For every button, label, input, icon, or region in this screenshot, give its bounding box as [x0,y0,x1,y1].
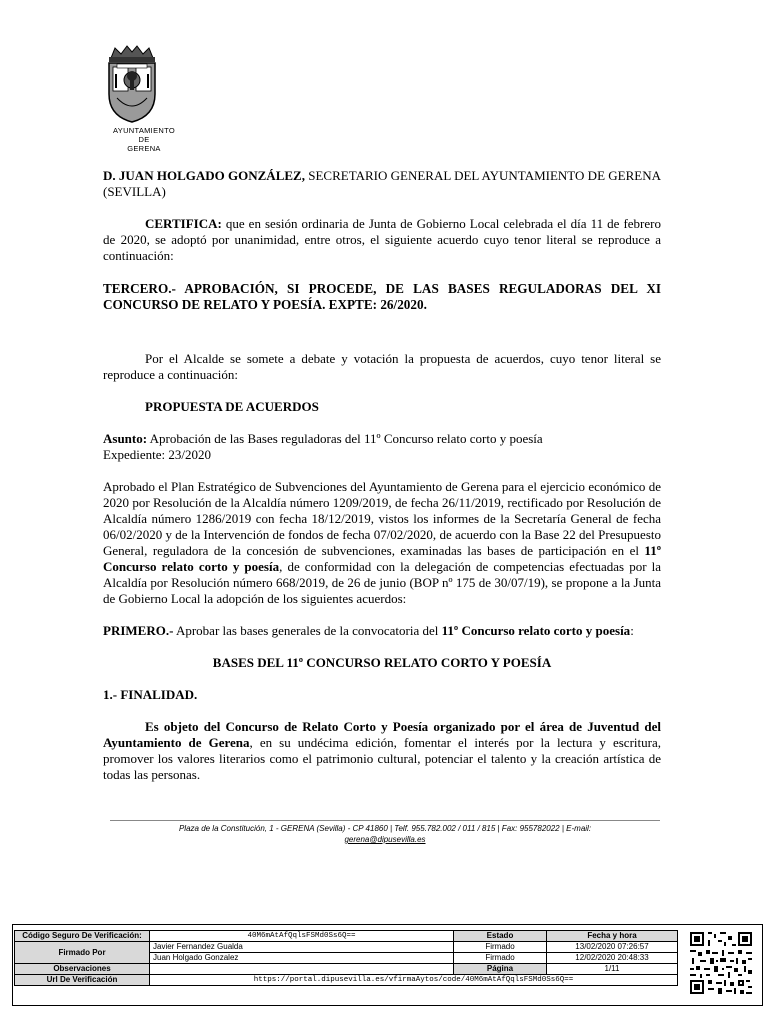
certifica-paragraph [103,216,661,264]
certifica-label: CERTIFICA: [145,216,222,231]
csv-label: Código Seguro De Verificación: [15,931,150,942]
primero-paragraph [103,623,661,639]
signer-2-name: Juan Holgado Gonzalez [150,953,454,964]
pagina-value: 1/11 [547,964,678,975]
organization-name [100,126,188,153]
signer-1-date: 13/02/2020 07:26:57 [547,942,678,953]
footer-email-link[interactable]: gerena@dipusevilla.es [344,835,426,844]
primero-end: : [630,623,634,638]
url-label: Url De Verificación [15,975,150,986]
org-line-3: GERENA [127,144,161,153]
footer-address: Plaza de la Constitución, 1 - GERENA (Sevilla) - CP 41860 | Telf. 955.782.002 / 011 / 815 | Fax: 955782022 | E-mail: [178,824,592,833]
plan-text-b: , de conformidad con la delegación de competencias efectuadas por la Alcaldía por Resolución número 668/2019, de 26 de junio (BOP nº 175 de 30/07/19), se propone a la Junta de Gobierno Local la adopción de los siguientes acuerdos: [103,559,661,606]
org-line-2: DE [138,135,150,144]
certifica-text: que en sesión ordinaria de Junta de Gobierno Local celebrada el día 11 de febrero de 2020, se adoptó por unanimidad, entre otros, el siguiente acuerdo cuyo tenor literal se reproduce a continuación: [103,216,661,263]
primero-label: PRIMERO.- [103,623,174,638]
secretary-title: SECRETARIO GENERAL DEL AYUNTAMIENTO DE GERENA (SEVILLA) [103,168,661,199]
asunto-line [103,431,661,447]
bases-title: BASES DEL 11º CONCURSO RELATO CORTO Y POESÍA [212,655,552,670]
qr-code-icon[interactable] [688,930,754,996]
alcalde-paragraph: Por el Alcalde se somete a debate y votación la propuesta de acuerdos, cuyo tenor literal se reproduce a continuación: [103,351,661,382]
table-row [15,975,678,986]
fecha-header: Fecha y hora [547,931,678,942]
secretary-name: D. JUAN HOLGADO GONZÁLEZ, [103,168,305,183]
tercero-heading: TERCERO.- APROBACIÓN, SI PROCEDE, DE LAS BASES REGULADORAS DEL XI CONCURSO DE RELATO Y POESÍA. EXPTE: 26/2020. [103,281,661,312]
finalidad-heading: 1.- FINALIDAD. [103,687,198,702]
footer [110,823,660,845]
signer-1-name: Javier Fernandez Gualda [150,942,454,953]
observaciones-value [150,964,454,975]
document-body [103,168,661,783]
table-row [15,931,678,942]
observaciones-label: Observaciones [15,964,150,975]
estado-header: Estado [454,931,547,942]
signer-1-state: Firmado [454,942,547,953]
primero-concurso-name: 11º Concurso relato corto y poesía [441,623,631,638]
org-line-1: AYUNTAMIENTO [113,126,175,135]
expediente-line: Expediente: 23/2020 [103,447,211,462]
plan-concurso-name: 11º Concurso relato corto y poesía [103,543,661,574]
footer-divider [110,820,660,821]
asunto-text: Aprobación de las Bases reguladoras del 11º Concurso relato corto y poesía [147,431,543,446]
signature-table [14,930,678,986]
plan-paragraph [103,479,661,607]
coat-of-arms-icon [103,44,161,124]
asunto-label: Asunto: [103,431,148,446]
table-row [15,942,678,953]
pagina-label: Página [454,964,547,975]
objeto-bold: Es objeto del Concurso de Relato Corto y Poesía organizado por el área de Juventud del Ayuntamiento de Gerena [103,719,661,750]
primero-text: Aprobar las bases generales de la convocatoria del [173,623,442,638]
csv-value: 40M6mAtAfQqlsFSMd0Ss6Q== [150,931,454,942]
signer-2-date: 12/02/2020 20:48:33 [547,953,678,964]
verification-url-link[interactable]: https://portal.dipusevilla.es/vfirmaAytos/code/40M6mAtAfQqlsFSMd0Ss6Q== [150,975,678,986]
secretary-paragraph [103,168,661,200]
propuesta-heading: PROPUESTA DE ACUERDOS [145,399,319,414]
table-row [15,964,678,975]
signer-2-state: Firmado [454,953,547,964]
firmado-por-label: Firmado Por [15,942,150,964]
plan-text-a: Aprobado el Plan Estratégico de Subvenciones del Ayuntamiento de Gerena para el ejercicio económico de 2020 por Resolución de la Alcaldía número 1209/2019, de fecha 26/11/2019, rectificado por Resolución de Alcaldía número 1286/2019 con fecha 18/12/2019, vistos los informes de la Secretaría General de fecha 06/02/2020 y de la Intervención de fondos de fecha 07/02/2020, de acuerdo con la Base 22 del Presupuesto General, reguladora de la concesión de subvenciones, examinadas las bases de participación en el [103,479,661,558]
objeto-text: , en su undécima edición, fomentar el interés por la lectura y escritura, promover los valores literarios como el patrimonio cultural, potenciar el talento y la creación artística de todas las personas. [103,735,661,782]
objeto-paragraph [103,719,661,783]
